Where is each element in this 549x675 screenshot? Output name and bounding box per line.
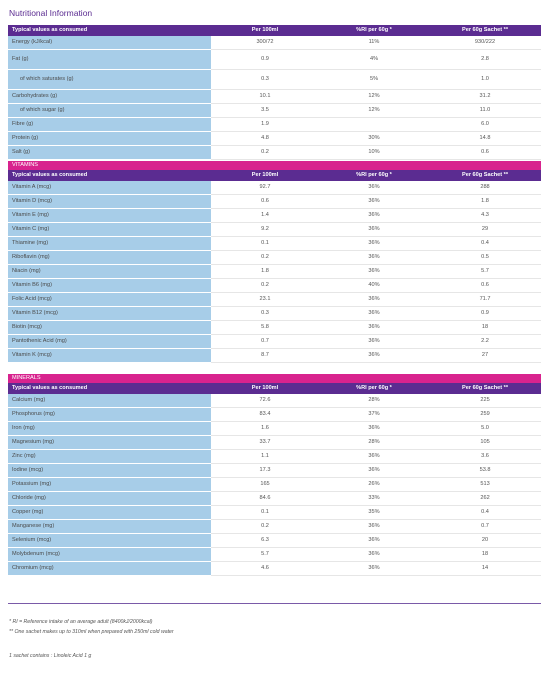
section-minerals-label: MINERALS: [8, 374, 541, 383]
ri-percent-value: 35%: [319, 506, 429, 520]
table-row: [8, 36, 541, 50]
header-per-100ml: Per 100ml: [211, 170, 319, 181]
footnote-sachet: ** One sachet makes up to 310ml when prepared with 250ml cold water: [9, 629, 174, 635]
table-header: [8, 383, 541, 394]
per-sachet-value: 14.8: [429, 132, 541, 146]
nutrition-rows: [8, 36, 541, 160]
per-sachet-value: 930/222: [429, 36, 541, 50]
per-sachet-value: 0.4: [429, 506, 541, 520]
nutrient-label: Manganese (mg): [8, 520, 211, 534]
table-row: [8, 293, 541, 307]
ri-percent-value: 36%: [319, 209, 429, 223]
per-100ml-value: 0.3: [211, 70, 319, 90]
table-row: [8, 492, 541, 506]
nutrient-label: Pantothenic Acid (mg): [8, 335, 211, 349]
nutrient-label: Vitamin C (mg): [8, 223, 211, 237]
nutrient-label: Chromium (mcg): [8, 562, 211, 576]
table-row: [8, 265, 541, 279]
per-sachet-value: 0.4: [429, 237, 541, 251]
per-100ml-value: 0.1: [211, 237, 319, 251]
nutrient-label: of which sugar (g): [8, 104, 211, 118]
ri-percent-value: 36%: [319, 520, 429, 534]
table-row: [8, 50, 541, 70]
per-100ml-value: 300/72: [211, 36, 319, 50]
nutrient-label: Calcium (mg): [8, 394, 211, 408]
per-100ml-value: 17.3: [211, 464, 319, 478]
table-header: [8, 25, 541, 36]
table-row: [8, 118, 541, 132]
per-100ml-value: 0.2: [211, 279, 319, 293]
ri-percent-value: 36%: [319, 293, 429, 307]
table-row: [8, 104, 541, 118]
nutrient-label: Salt (g): [8, 146, 211, 160]
per-100ml-value: 84.6: [211, 492, 319, 506]
table-row: [8, 307, 541, 321]
header-ri-per-60g: %RI per 60g *: [319, 170, 429, 181]
per-sachet-value: 4.3: [429, 209, 541, 223]
per-sachet-value: 29: [429, 223, 541, 237]
per-100ml-value: 165: [211, 478, 319, 492]
per-sachet-value: 2.8: [429, 50, 541, 70]
table-row: [8, 349, 541, 363]
header-ri-per-60g: %RI per 60g *: [319, 383, 429, 394]
per-sachet-value: 1.0: [429, 70, 541, 90]
nutrient-label: Vitamin A (mcg): [8, 181, 211, 195]
per-sachet-value: 6.0: [429, 118, 541, 132]
header-typical-values: Typical values as consumed: [8, 383, 211, 394]
table-header: [8, 170, 541, 181]
footnote-ri: * RI = Reference intake of an average adult (8400kJ/2000kcal): [9, 619, 153, 625]
nutrient-label: Vitamin B12 (mcg): [8, 307, 211, 321]
nutrient-label: Thiamine (mg): [8, 237, 211, 251]
table-row: [8, 548, 541, 562]
per-100ml-value: 1.6: [211, 422, 319, 436]
ri-percent-value: 10%: [319, 146, 429, 160]
per-100ml-value: 1.9: [211, 118, 319, 132]
footer-divider: [8, 603, 541, 604]
nutrient-label: Protein (g): [8, 132, 211, 146]
per-100ml-value: 0.9: [211, 50, 319, 70]
ri-percent-value: 36%: [319, 195, 429, 209]
ri-percent-value: 36%: [319, 548, 429, 562]
minerals-table: [8, 374, 541, 576]
nutrient-label: Copper (mg): [8, 506, 211, 520]
ri-percent-value: 12%: [319, 90, 429, 104]
ri-percent-value: 37%: [319, 408, 429, 422]
nutrient-label: Molybdenum (mcg): [8, 548, 211, 562]
per-100ml-value: 92.7: [211, 181, 319, 195]
per-sachet-value: 18: [429, 321, 541, 335]
nutrient-label: Chloride (mg): [8, 492, 211, 506]
per-100ml-value: 33.7: [211, 436, 319, 450]
header-typical-values: Typical values as consumed: [8, 170, 211, 181]
ri-percent-value: 11%: [319, 36, 429, 50]
nutrient-label: Vitamin B6 (mg): [8, 279, 211, 293]
vitamins-table: [8, 161, 541, 363]
ri-percent-value: 36%: [319, 464, 429, 478]
header-per-sachet: Per 60g Sachet **: [429, 25, 541, 36]
section-vitamins: [8, 161, 541, 170]
header-per-sachet: Per 60g Sachet **: [429, 383, 541, 394]
ri-percent-value: 36%: [319, 422, 429, 436]
nutrient-label: Energy (kJ/kcal): [8, 36, 211, 50]
nutrient-label: Folic Acid (mcg): [8, 293, 211, 307]
per-sachet-value: 20: [429, 534, 541, 548]
per-sachet-value: 0.7: [429, 520, 541, 534]
vitamin-rows: [8, 181, 541, 363]
table-row: [8, 209, 541, 223]
nutrient-label: Riboflavin (mg): [8, 251, 211, 265]
per-sachet-value: 53.8: [429, 464, 541, 478]
per-sachet-value: 259: [429, 408, 541, 422]
nutrient-label: Fat (g): [8, 50, 211, 70]
footnote-contains: 1 sachet contains : Linoleic Acid 1 g: [9, 653, 92, 659]
per-100ml-value: 0.6: [211, 195, 319, 209]
per-100ml-value: 0.2: [211, 251, 319, 265]
per-sachet-value: 2.2: [429, 335, 541, 349]
table-row: [8, 464, 541, 478]
table-row: [8, 478, 541, 492]
per-sachet-value: 225: [429, 394, 541, 408]
nutrient-label: Phosphorus (mg): [8, 408, 211, 422]
nutrient-label: Fibre (g): [8, 118, 211, 132]
per-100ml-value: 1.4: [211, 209, 319, 223]
table-row: [8, 436, 541, 450]
per-100ml-value: 8.7: [211, 349, 319, 363]
ri-percent-value: 36%: [319, 307, 429, 321]
table-row: [8, 251, 541, 265]
per-sachet-value: 262: [429, 492, 541, 506]
table-row: [8, 422, 541, 436]
per-100ml-value: 0.3: [211, 307, 319, 321]
nutrient-label: Iodine (mcg): [8, 464, 211, 478]
per-sachet-value: 288: [429, 181, 541, 195]
table-row: [8, 520, 541, 534]
ri-percent-value: 36%: [319, 349, 429, 363]
per-100ml-value: 23.1: [211, 293, 319, 307]
ri-percent-value: 33%: [319, 492, 429, 506]
per-sachet-value: 31.2: [429, 90, 541, 104]
per-100ml-value: 0.1: [211, 506, 319, 520]
header-per-100ml: Per 100ml: [211, 25, 319, 36]
nutrient-label: Potassium (mg): [8, 478, 211, 492]
per-sachet-value: 18: [429, 548, 541, 562]
per-100ml-value: 4.6: [211, 562, 319, 576]
nutrient-label: of which saturates (g): [8, 70, 211, 90]
section-minerals: [8, 374, 541, 383]
nutrient-label: Biotin (mcg): [8, 321, 211, 335]
per-100ml-value: 6.3: [211, 534, 319, 548]
table-row: [8, 335, 541, 349]
table-row: [8, 279, 541, 293]
nutrition-table: [8, 25, 541, 160]
ri-percent-value: 36%: [319, 321, 429, 335]
nutrient-label: Carbohydrates (g): [8, 90, 211, 104]
header-typical-values: Typical values as consumed: [8, 25, 211, 36]
table-row: [8, 408, 541, 422]
ri-percent-value: 36%: [319, 534, 429, 548]
header-per-sachet: Per 60g Sachet **: [429, 170, 541, 181]
ri-percent-value: 36%: [319, 562, 429, 576]
ri-percent-value: 36%: [319, 265, 429, 279]
nutrient-label: Vitamin E (mg): [8, 209, 211, 223]
ri-percent-value: 36%: [319, 335, 429, 349]
page-title: Nutritional Information: [9, 8, 93, 18]
header-per-100ml: Per 100ml: [211, 383, 319, 394]
per-100ml-value: 72.6: [211, 394, 319, 408]
table-row: [8, 90, 541, 104]
nutrient-label: Vitamin D (mcg): [8, 195, 211, 209]
per-sachet-value: 5.7: [429, 265, 541, 279]
ri-percent-value: 28%: [319, 436, 429, 450]
per-100ml-value: 0.2: [211, 520, 319, 534]
ri-percent-value: 36%: [319, 450, 429, 464]
per-100ml-value: 1.1: [211, 450, 319, 464]
nutrient-label: Selenium (mcg): [8, 534, 211, 548]
nutrient-label: Zinc (mg): [8, 450, 211, 464]
mineral-rows: [8, 394, 541, 576]
per-sachet-value: 0.9: [429, 307, 541, 321]
per-100ml-value: 83.4: [211, 408, 319, 422]
per-100ml-value: 10.1: [211, 90, 319, 104]
table-row: [8, 394, 541, 408]
per-sachet-value: 0.5: [429, 251, 541, 265]
ri-percent-value: 36%: [319, 181, 429, 195]
table-row: [8, 70, 541, 90]
per-sachet-value: 1.8: [429, 195, 541, 209]
nutrient-label: Magnesium (mg): [8, 436, 211, 450]
nutrient-label: Niacin (mg): [8, 265, 211, 279]
per-sachet-value: 71.7: [429, 293, 541, 307]
ri-percent-value: 36%: [319, 251, 429, 265]
table-row: [8, 181, 541, 195]
per-sachet-value: 27: [429, 349, 541, 363]
per-sachet-value: 11.0: [429, 104, 541, 118]
ri-percent-value: [319, 118, 429, 132]
ri-percent-value: 28%: [319, 394, 429, 408]
table-row: [8, 223, 541, 237]
ri-percent-value: 12%: [319, 104, 429, 118]
per-sachet-value: 513: [429, 478, 541, 492]
ri-percent-value: 26%: [319, 478, 429, 492]
per-sachet-value: 0.6: [429, 146, 541, 160]
table-row: [8, 132, 541, 146]
section-vitamins-label: VITAMINS: [8, 161, 541, 170]
table-row: [8, 146, 541, 160]
ri-percent-value: 30%: [319, 132, 429, 146]
per-100ml-value: 9.2: [211, 223, 319, 237]
ri-percent-value: 5%: [319, 70, 429, 90]
nutrient-label: Vitamin K (mcg): [8, 349, 211, 363]
ri-percent-value: 40%: [319, 279, 429, 293]
table-row: [8, 237, 541, 251]
per-sachet-value: 0.6: [429, 279, 541, 293]
ri-percent-value: 36%: [319, 223, 429, 237]
table-row: [8, 562, 541, 576]
table-row: [8, 195, 541, 209]
per-sachet-value: 3.6: [429, 450, 541, 464]
ri-percent-value: 4%: [319, 50, 429, 70]
table-row: [8, 450, 541, 464]
per-100ml-value: 0.7: [211, 335, 319, 349]
per-100ml-value: 0.2: [211, 146, 319, 160]
per-100ml-value: 5.7: [211, 548, 319, 562]
per-100ml-value: 4.8: [211, 132, 319, 146]
per-sachet-value: 14: [429, 562, 541, 576]
table-row: [8, 506, 541, 520]
per-sachet-value: 105: [429, 436, 541, 450]
per-100ml-value: 1.8: [211, 265, 319, 279]
table-row: [8, 321, 541, 335]
table-row: [8, 534, 541, 548]
nutrient-label: Iron (mg): [8, 422, 211, 436]
per-100ml-value: 5.8: [211, 321, 319, 335]
header-ri-per-60g: %RI per 60g *: [319, 25, 429, 36]
ri-percent-value: 36%: [319, 237, 429, 251]
per-sachet-value: 5.0: [429, 422, 541, 436]
per-100ml-value: 3.5: [211, 104, 319, 118]
